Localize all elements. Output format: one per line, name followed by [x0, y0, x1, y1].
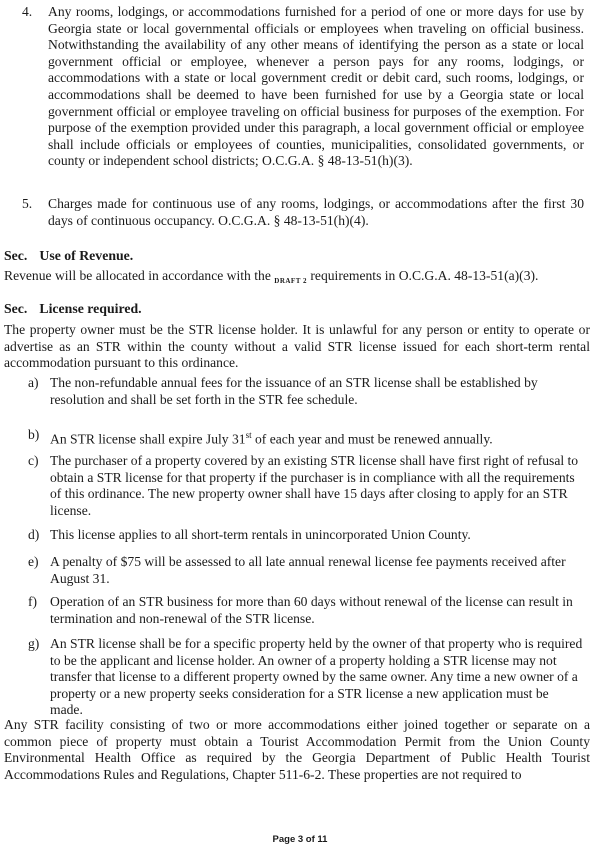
list-text: Charges made for continuous use of any rooms, lodgings, or accommodations after the first 30 days of continuous occupancy. O.C.G.A. § 48-13-51(h)(4). — [48, 196, 584, 228]
revenue-paragraph — [4, 268, 590, 290]
section-heading-revenue — [4, 248, 133, 264]
item-letter: g) — [28, 636, 40, 651]
section-title: Use of Revenue. — [39, 248, 134, 263]
item-letter: c) — [28, 453, 39, 468]
license-item-a — [28, 375, 584, 408]
item-text: A penalty of $75 will be assessed to all late annual renewal license fee payments received after August 31. — [50, 554, 566, 586]
list-item-4 — [22, 4, 584, 170]
section-heading-license — [4, 301, 142, 317]
item-text: The purchaser of a property covered by an existing STR license shall have first right of refusal to obtain a STR license for that property if the purchaser is in compliance with all the requirements of this ordinance. The new property owner shall have 15 days after closing to apply for an STR license. — [50, 453, 579, 518]
list-text: Any rooms, lodgings, or accommodations furnished for a period of one or more days for use by Georgia state or local governmental officials or employees when traveling on official business. Notwithstanding the availability of any other means of identifying the person as a state or local government official or employee, whenever a person pays for any rooms, lodgings, or accommodations with a state or local government credit or debit card, such rooms, lodgings, or accommodations shall be deemed to have been furnished for use by a Georgia state or local government official or employee traveling on official business for purposes of the exemption. For purpose of the exemption provided under this paragraph, a local government official or employee shall include officials or employees of counties, municipalities, consolidated governments, or county or independent school districts; O.C.G.A. § 48-13-51(h)(3). — [48, 4, 584, 169]
list-item-5 — [22, 196, 584, 229]
list-number: 4. — [22, 4, 33, 19]
item-letter: f) — [28, 594, 38, 609]
revenue-text-part-2: requirements in O.C.G.A. 48-13-51(a)(3). — [310, 268, 539, 283]
draft-watermark: DRAFT 2 — [274, 277, 307, 285]
closing-paragraph: Any STR facility consisting of two or more accommodations either joined together or separate on a common piece of property must obtain a Tourist Accommodation Permit from the Union County Environmental Health Office as required by the Georgia Department of Public Health Tourist Accommodations Rules and Regulations, Chapter 511-6-2. These properties are not required to — [4, 717, 590, 782]
license-item-f — [28, 594, 584, 627]
revenue-text-part-1: Revenue will be allocated in accordance with the — [4, 268, 271, 283]
license-item-e — [28, 554, 584, 587]
item-text — [50, 427, 584, 448]
license-item-g — [28, 636, 584, 719]
license-item-d — [28, 527, 584, 544]
item-text: The non-refundable annual fees for the issuance of an STR license shall be established by resolution and shall be set forth in the STR fee schedule. — [50, 375, 538, 407]
section-sec-label: Sec. — [4, 301, 28, 316]
item-text: An STR license shall be for a specific property held by the owner of that property who is required to be the applicant and license holder. An owner of a property holding a STR license may not transfer that license to a different property owned by the same owner. Any time a new owner of a property or a new property seeks consideration for a STR license a new application must be made. — [50, 636, 583, 718]
item-letter: b) — [28, 427, 40, 442]
item-letter: e) — [28, 554, 39, 569]
item-text: Operation of an STR business for more than 60 days without renewal of the license can result in termination and non-renewal of the STR license. — [50, 594, 573, 626]
item-letter: a) — [28, 375, 39, 390]
license-item-b — [28, 427, 584, 448]
section-sec-label: Sec. — [4, 248, 28, 263]
page-number-footer: Page 3 of 11 — [272, 834, 328, 845]
item-text: This license applies to all short-term rentals in unincorporated Union County. — [50, 527, 471, 542]
license-intro-paragraph: The property owner must be the STR license holder. It is unlawful for any person or entity to operate or advertise as an STR within the county without a valid STR license issued for each short-term rental accommodation pursuant to this ordinance. — [4, 322, 590, 371]
section-title: License required. — [39, 301, 142, 316]
license-item-c — [28, 453, 584, 519]
item-text-part: An STR license shall expire July 31 — [50, 431, 246, 447]
list-number: 5. — [22, 196, 33, 211]
item-text-part: of each year and must be renewed annually. — [251, 431, 493, 447]
ordinal-suffix: st — [245, 430, 252, 440]
item-letter: d) — [28, 527, 40, 542]
